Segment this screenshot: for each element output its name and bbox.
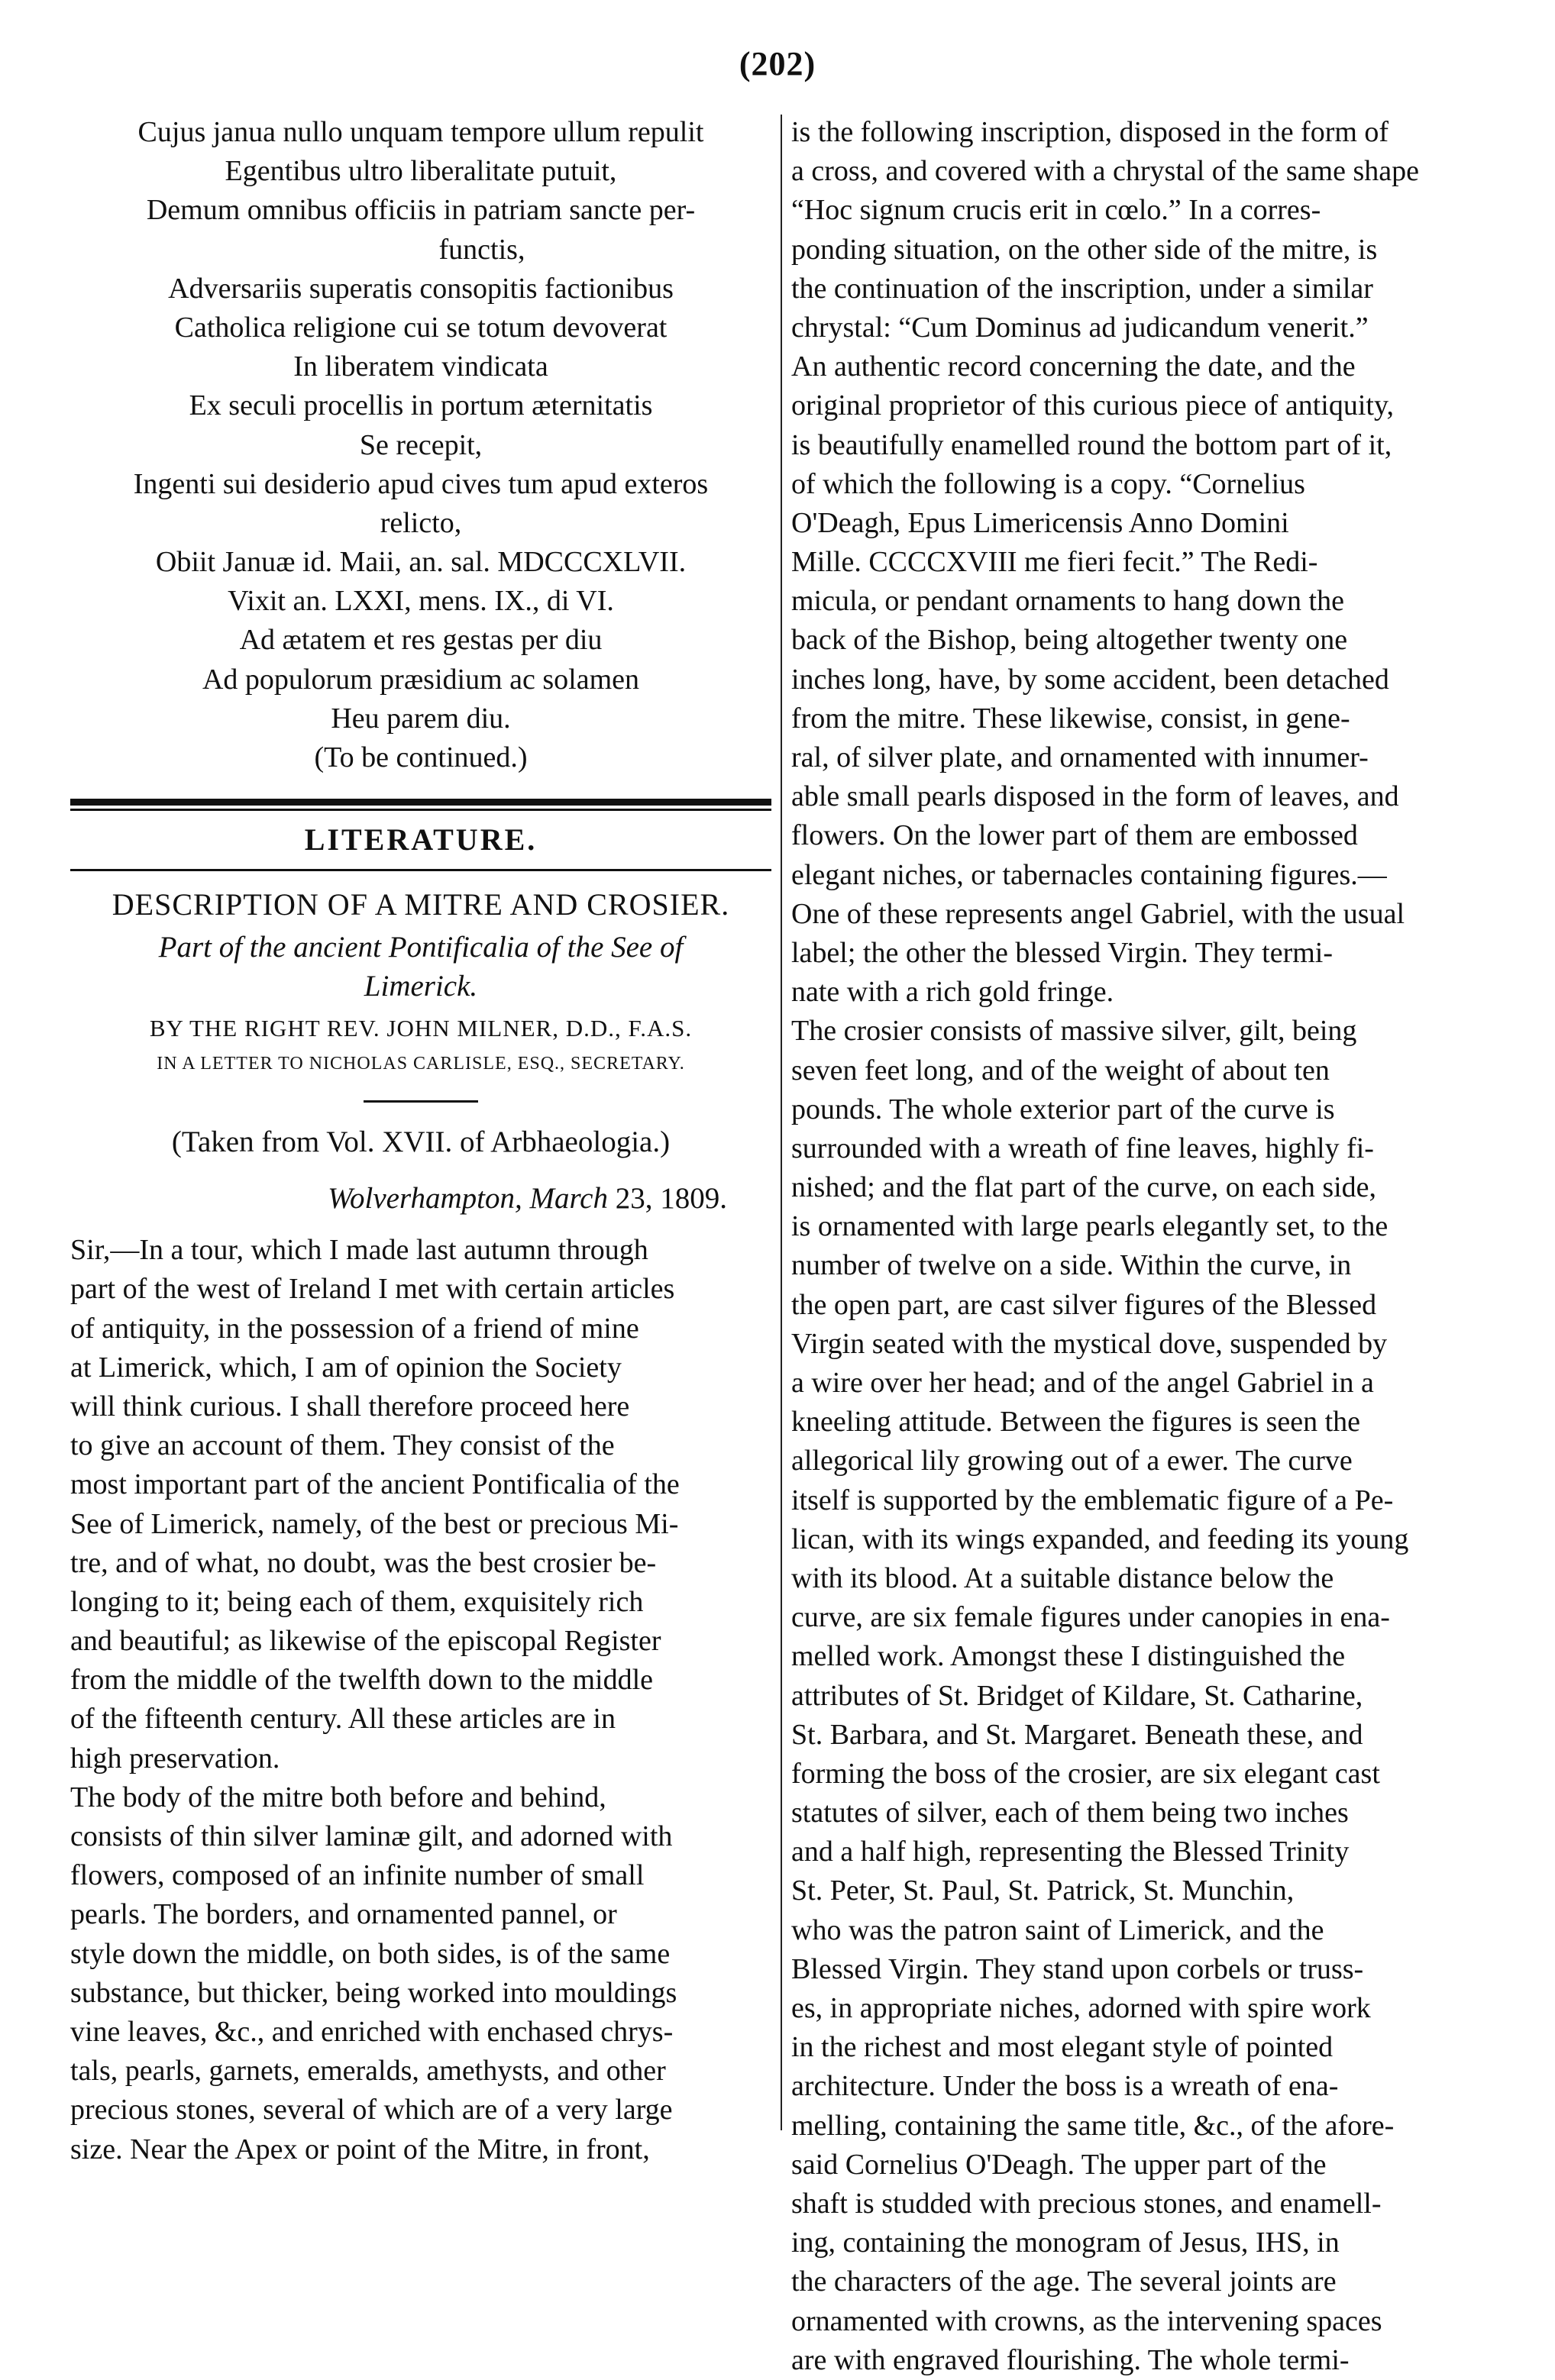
verse-line: Ad ætatem et res gestas per diu: [239, 624, 603, 657]
body-line: style down the middle, on both sides, is of the same: [70, 1937, 671, 1970]
body-line: the continuation of the inscription, under a similar: [791, 272, 1373, 305]
page-number: (202): [739, 45, 816, 82]
verse-line: Ingenti sui desiderio apud cives tum apud exteros: [133, 467, 709, 500]
body-line: part of the west of Ireland I met with certain articles: [70, 1273, 675, 1306]
verse-line: Ad populorum præsidium ac solamen: [202, 663, 640, 696]
latin-epitaph: [70, 113, 771, 777]
body-line: “Hoc signum crucis erit in cœlo.” In a corres-: [791, 194, 1321, 227]
right-column: [791, 113, 1488, 2380]
body-line: nate with a rich gold fringe.: [791, 976, 1114, 1009]
body-line: is the following inscription, disposed in the form of: [791, 116, 1389, 148]
subtitle-line: Part of the ancient Pontificalia of the See of: [158, 931, 684, 964]
dateline: [70, 1179, 727, 1219]
verse-line: Ex seculi procellis in portum æternitatis: [189, 389, 653, 422]
body-line: high preservation.: [70, 1742, 280, 1775]
body-line: allegorical lily growing out of a ewer. The curve: [791, 1445, 1353, 1477]
verse-line: Obiit Januæ id. Maii, an. sal. MDCCCXLVII.: [155, 546, 687, 579]
body-line: shaft is studded with precious stones, and enamell-: [791, 2187, 1382, 2220]
body-line: nished; and the flat part of the curve, on each side,: [791, 1171, 1377, 1204]
body-line: ing, containing the monogram of Jesus, IHS, in: [791, 2227, 1340, 2259]
body-line: melling, containing the same title, &c., of the afore-: [791, 2109, 1395, 2142]
body-line: back of the Bishop, being altogether twenty one: [791, 624, 1348, 657]
body-line: of antiquity, in the possession of a friend of mine: [70, 1312, 639, 1345]
verse-line: Egentibus ultro liberalitate putuit,: [225, 155, 617, 188]
body-line: Sir,—In a tour, which I made last autumn through: [70, 1234, 648, 1267]
section-heading: LITERATURE.: [304, 822, 538, 857]
body-line: es, in appropriate niches, adorned with spire work: [791, 1992, 1371, 2024]
body-line: consists of thin silver laminæ gilt, and adorned with: [70, 1820, 673, 1852]
verse-line: In liberatem vindicata: [293, 350, 548, 383]
body-line: Blessed Virgin. They stand upon corbels or truss-: [791, 1952, 1364, 1985]
article-author: BY THE RIGHT REV. JOHN MILNER, D.D., F.A.S.: [149, 1015, 693, 1042]
body-line: pounds. The whole exterior part of the curve is: [791, 1093, 1335, 1125]
body-line: substance, but thicker, being worked into mouldings: [70, 1976, 677, 2009]
body-line: Mille. CCCCXVIII me fieri fecit.” The Redi-: [791, 546, 1318, 579]
body-line: lican, with its wings expanded, and feeding its young: [791, 1523, 1409, 1555]
to-be-continued: (To be continued.): [314, 741, 528, 773]
body-line: are with engraved flourishing. The whole termi-: [791, 2343, 1350, 2376]
verse-line: Catholica religione cui se totum devoverat: [174, 311, 668, 344]
dateline-date: 23, 1809.: [615, 1182, 727, 1216]
body-line: and a half high, representing the Blessed Trinity: [791, 1836, 1350, 1868]
body-line: tre, and of what, no doubt, was the best crosier be-: [70, 1546, 657, 1579]
body-line: seven feet long, and of the weight of about ten: [791, 1054, 1330, 1087]
section-divider: [70, 799, 771, 811]
body-line: The body of the mitre both before and behind,: [70, 1781, 606, 1813]
article-subtitle: [70, 928, 771, 1006]
body-line: and beautiful; as likewise of the episcopal Register: [70, 1625, 661, 1658]
body-line: See of Limerick, namely, of the best or precious Mi-: [70, 1507, 679, 1540]
body-line: label; the other the blessed Virgin. They termi-: [791, 936, 1333, 969]
body-line: surrounded with a wreath of fine leaves, highly fi-: [791, 1132, 1374, 1164]
body-line: statutes of silver, each of them being two inches: [791, 1797, 1349, 1829]
body-line: melled work. Amongst these I distinguished the: [791, 1640, 1346, 1673]
article-recipient: IN A LETTER TO NICHOLAS CARLISLE, ESQ., SECRETARY.: [157, 1054, 685, 1074]
verse-line: Vixit an. LXXI, mens. IX., di VI.: [228, 585, 614, 618]
verse-line: Se recepit,: [359, 428, 483, 461]
article-title: DESCRIPTION OF A MITRE AND CROSIER.: [112, 887, 730, 922]
short-rule: [364, 1100, 478, 1103]
body-line: will think curious. I shall therefore proceed here: [70, 1390, 630, 1423]
verse-line: relicto,: [380, 506, 462, 539]
body-line: at Limerick, which, I am of opinion the Society: [70, 1351, 622, 1384]
article-source: (Taken from Vol. XVII. of Arbhaeologia.): [171, 1125, 671, 1159]
body-line: most important part of the ancient Pontificalia of the: [70, 1468, 680, 1501]
body-line: tals, pearls, garnets, emeralds, amethysts, and other: [70, 2055, 666, 2088]
body-line: the open part, are cast silver figures of the Blessed: [791, 1288, 1377, 1321]
body-line: of the fifteenth century. All these articles are in: [70, 1703, 616, 1736]
body-line: Virgin seated with the mystical dove, suspended by: [791, 1327, 1388, 1360]
body-line: is ornamented with large pearls elegantly set, to the: [791, 1210, 1389, 1243]
body-line: ral, of silver plate, and ornamented with innumer-: [791, 741, 1369, 773]
subtitle-line: Limerick.: [364, 970, 478, 1003]
body-line: An authentic record concerning the date, and the: [791, 350, 1356, 383]
body-line: in the richest and most elegant style of pointed: [791, 2031, 1334, 2064]
verse-line: Cujus janua nullo unquam tempore ullum repulit: [137, 116, 704, 148]
body-line: a cross, and covered with a chrystal of the same shape: [791, 155, 1419, 188]
body-line: from the mitre. These likewise, consist, in gene-: [791, 702, 1350, 735]
body-line: number of twelve on a side. Within the curve, in: [791, 1249, 1352, 1282]
body-line: micula, or pendant ornaments to hang down the: [791, 585, 1344, 618]
body-line: precious stones, several of which are of a very large: [70, 2094, 673, 2126]
body-line: able small pearls disposed in the form of leaves, and: [791, 780, 1399, 813]
body-line: itself is supported by the emblematic figure of a Pe-: [791, 1484, 1394, 1516]
body-line: ornamented with crowns, as the intervening spaces: [791, 2304, 1382, 2337]
body-line: pearls. The borders, and ornamented pannel, or: [70, 1898, 617, 1931]
body-line: who was the patron saint of Limerick, and the: [791, 1913, 1324, 1946]
body-line: forming the boss of the crosier, are six elegant cast: [791, 1757, 1380, 1790]
body-line: St. Barbara, and St. Margaret. Beneath these, and: [791, 1718, 1363, 1751]
body-line: kneeling attitude. Between the figures is seen the: [791, 1406, 1360, 1439]
body-line: a wire over her head; and of the angel Gabriel in a: [791, 1367, 1374, 1399]
body-line: longing to it; being each of them, exquisitely rich: [70, 1585, 644, 1618]
body-line: flowers, composed of an infinite number of small: [70, 1859, 645, 1892]
body-line: of which the following is a copy. “Cornelius: [791, 467, 1305, 500]
heading-rule: [70, 869, 771, 871]
body-line: O'Deagh, Epus Limericensis Anno Domini: [791, 506, 1289, 539]
body-line: from the middle of the twelfth down to the middle: [70, 1664, 654, 1697]
verse-line: Adversariis superatis consopitis factionibus: [168, 272, 674, 305]
verse-line: functis,: [438, 233, 525, 266]
body-line: chrystal: “Cum Dominus ad judicandum venerit.”: [791, 311, 1369, 344]
body-line: attributes of St. Bridget of Kildare, St. Catharine,: [791, 1679, 1363, 1712]
body-line: ponding situation, on the other side of the mitre, is: [791, 233, 1378, 266]
body-line: inches long, have, by some accident, been detached: [791, 663, 1389, 696]
body-line: size. Near the Apex or point of the Mitre, in front,: [70, 2133, 650, 2165]
body-line: St. Peter, St. Paul, St. Patrick, St. Munchin,: [791, 1875, 1295, 1907]
dateline-place: Wolverhampton, March: [328, 1182, 608, 1216]
body-line: original proprietor of this curious piece of antiquity,: [791, 389, 1395, 422]
body-line: flowers. On the lower part of them are embossed: [791, 819, 1358, 852]
body-line: curve, are six female figures under canopies in ena-: [791, 1601, 1390, 1634]
verse-line: Heu parem diu.: [331, 702, 511, 735]
body-line: elegant niches, or tabernacles containing figures.—: [791, 858, 1387, 891]
column-divider: [781, 115, 782, 2130]
body-line: One of these represents angel Gabriel, with the usual: [791, 897, 1405, 930]
body-line: to give an account of them. They consist of the: [70, 1429, 615, 1462]
body-line: with its blood. At a suitable distance below the: [791, 1561, 1334, 1594]
body-line: said Cornelius O'Deagh. The upper part of the: [791, 2148, 1327, 2181]
body-line: The crosier consists of massive silver, gilt, being: [791, 1015, 1357, 1048]
body-line: architecture. Under the boss is a wreath of ena-: [791, 2070, 1339, 2103]
article-body-left: [70, 1231, 771, 2169]
left-column: [70, 113, 771, 2169]
body-line: is beautifully enamelled round the bottom part of it,: [791, 428, 1392, 461]
body-line: vine leaves, &c., and enriched with enchased chrys-: [70, 2015, 674, 2048]
verse-line: Demum omnibus officiis in patriam sancte per-: [146, 194, 696, 227]
body-line: the characters of the age. The several joints are: [791, 2265, 1337, 2298]
